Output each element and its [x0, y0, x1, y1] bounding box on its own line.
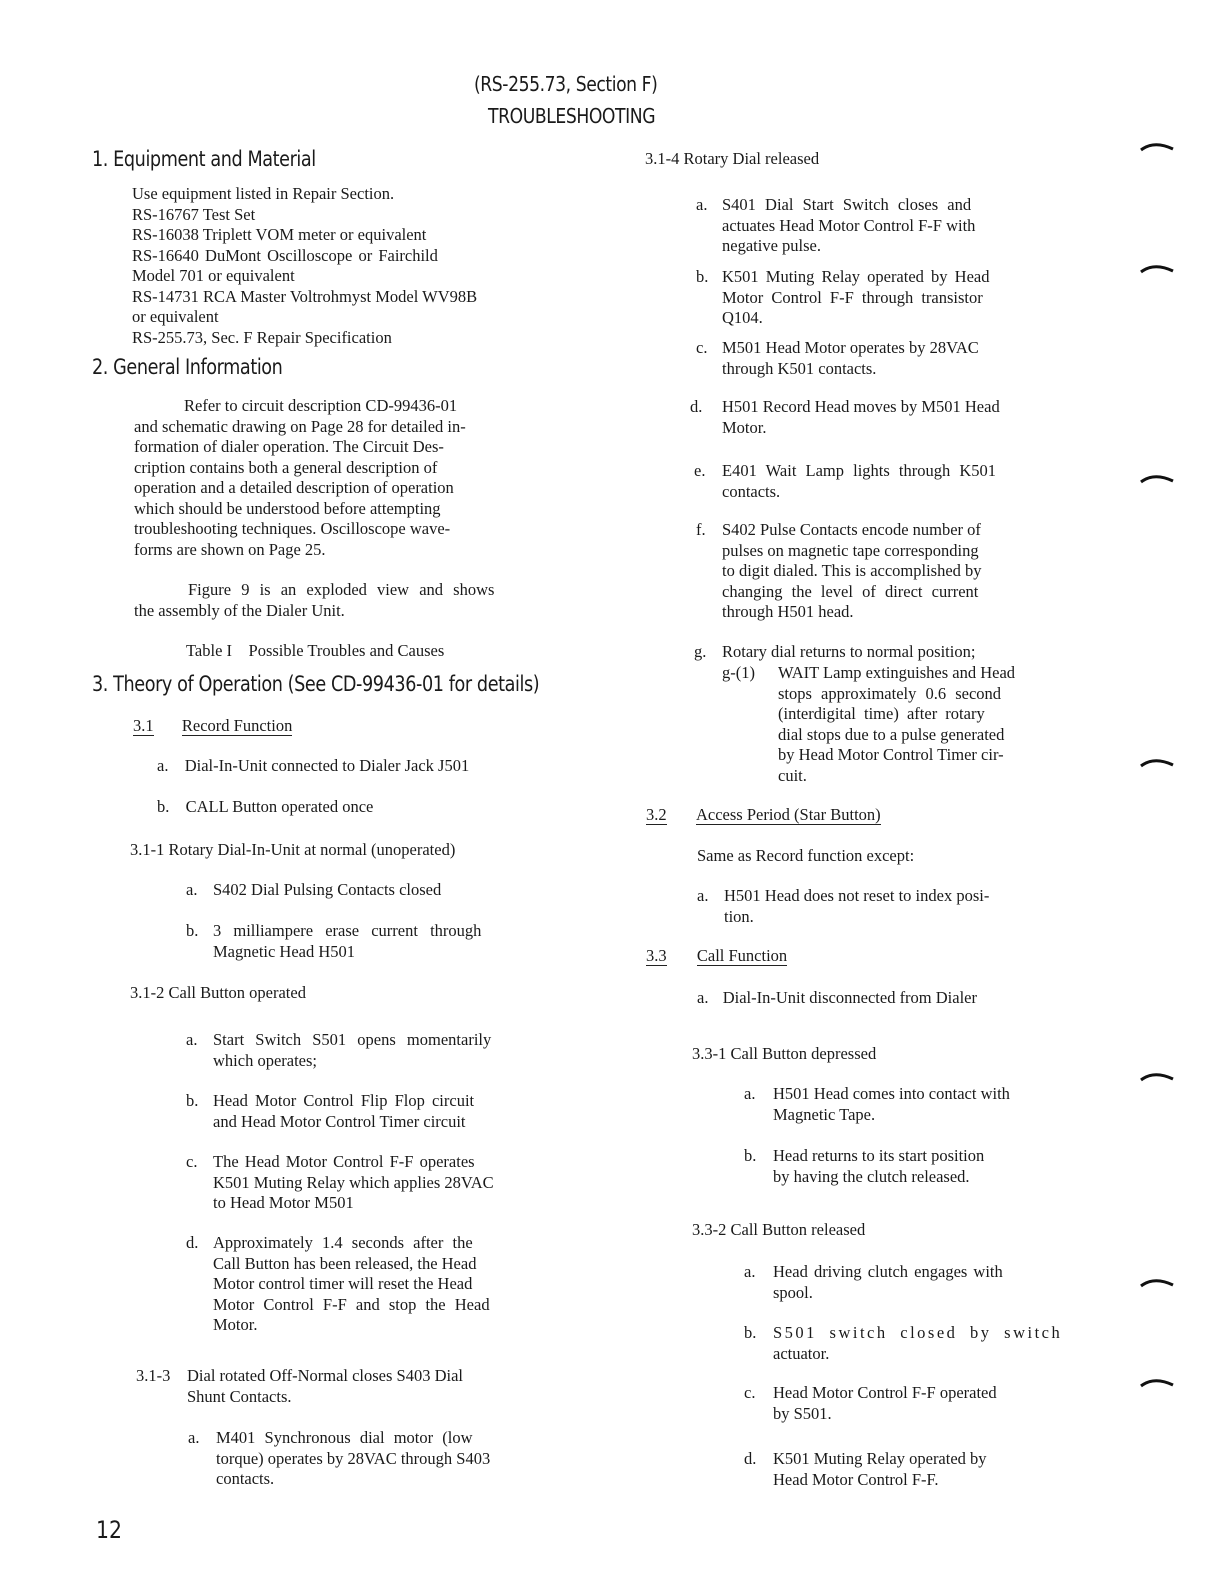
equipment-line: RS-14731 RCA Master Voltrohmyst Model WV98B	[132, 286, 478, 306]
equipment-line: Use equipment listed in Repair Section.	[132, 184, 395, 203]
subsection-3-2-heading	[646, 805, 881, 826]
item-line: through K501 contacts.	[722, 358, 877, 378]
binder-mark	[1140, 1376, 1176, 1388]
item-line: Start Switch S501 opens momentarily	[213, 1030, 492, 1049]
item-line: Approximately 1.4 seconds after the	[213, 1233, 473, 1252]
list-item	[157, 797, 373, 818]
item-line: contacts.	[722, 481, 781, 501]
item-line: torque) operates by 28VAC through S403	[216, 1448, 491, 1468]
item-text: Dial-In-Unit disconnected from Dialer	[722, 988, 977, 1007]
item-label: a.	[157, 756, 169, 775]
item-line: Magnetic Tape.	[773, 1104, 876, 1124]
item-label: c.	[696, 338, 708, 357]
item-line: K501 Muting Relay operated by Head	[722, 267, 990, 286]
item-line: contacts.	[216, 1469, 275, 1488]
item-line: Head Motor Control Flip Flop circuit	[213, 1091, 475, 1110]
item-label: a.	[697, 886, 709, 905]
item-line: through H501 head.	[722, 602, 854, 621]
paragraph-line: which should be understood before attempting	[134, 498, 441, 518]
item-line: by Head Motor Control Timer cir-	[778, 745, 1004, 764]
subsection-3-3-2: 3.3-2 Call Button released	[692, 1220, 866, 1239]
subsection-3-1-2: 3.1-2 Call Button operated	[130, 983, 306, 1002]
subsection-3-3-heading	[646, 946, 787, 967]
binder-mark	[1140, 140, 1176, 152]
item-label: d.	[186, 1233, 199, 1252]
item-line: Head driving clutch engages with	[773, 1262, 1003, 1281]
item-line: to digit dialed. This is accomplished by	[722, 561, 982, 580]
figure-reference-paragraph	[134, 580, 550, 621]
item-line: Motor Control F-F through transistor	[722, 287, 983, 307]
item-line: The Head Motor Control F-F operates	[213, 1152, 475, 1171]
item-label: a.	[696, 195, 708, 214]
item-label: a.	[186, 1030, 198, 1049]
list-item	[697, 988, 977, 1009]
binder-mark	[1140, 1070, 1176, 1082]
binder-mark	[1140, 472, 1176, 484]
item-line: Shunt Contacts.	[187, 1386, 292, 1406]
paragraph-line: cription contains both a general description of	[134, 457, 438, 477]
item-line: Rotary dial returns to normal position;	[722, 642, 976, 661]
equipment-line: RS-16767 Test Set	[132, 204, 256, 224]
item-label: a.	[744, 1084, 756, 1103]
item-line: K501 Muting Relay operated by	[773, 1449, 987, 1468]
item-line: actuator.	[773, 1343, 830, 1363]
item-line: 3 milliampere erase current through	[213, 921, 482, 940]
page-title: TROUBLESHOOTING	[488, 104, 656, 128]
item-label: b.	[186, 1091, 199, 1110]
item-label: e.	[694, 461, 706, 480]
item-line: Motor Control F-F and stop the Head	[213, 1294, 490, 1314]
item-label: a.	[186, 880, 198, 899]
item-line: which operates;	[213, 1050, 318, 1070]
item-line: by S501.	[773, 1403, 832, 1423]
paragraph-line: formation of dialer operation. The Circuit Des-	[134, 437, 444, 456]
item-line: E401 Wait Lamp lights through K501	[722, 461, 997, 480]
section-title: Access Period (Star Button)	[695, 805, 881, 824]
subsection-3-1-1: 3.1-1 Rotary Dial-In-Unit at normal (unoperated)	[130, 840, 456, 859]
item-line: Motor control timer will reset the Head	[213, 1274, 473, 1293]
heading-theory-of-operation: 3. Theory of Operation (See CD-99436-01 for details)	[92, 672, 540, 696]
item-line: S501 switch closed by switch	[773, 1323, 1063, 1342]
item-line: WAIT Lamp extinguishes and Head	[778, 663, 1016, 682]
item-line: and Head Motor Control Timer circuit	[213, 1111, 466, 1131]
item-line: pulses on magnetic tape corresponding	[722, 540, 979, 560]
equipment-line: RS-16640 DuMont Oscilloscope or Fairchild	[132, 245, 438, 265]
item-label: b.	[696, 267, 709, 286]
item-label: b.	[744, 1146, 757, 1165]
equipment-line: Model 701 or equivalent	[132, 266, 295, 285]
item-label: b.	[744, 1323, 757, 1342]
item-line: to Head Motor M501	[213, 1193, 354, 1212]
paragraph-line: Figure 9 is an exploded view and shows	[188, 580, 495, 599]
item-line: changing the level of direct current	[722, 581, 979, 601]
subsection-3-2-intro: Same as Record function except:	[697, 846, 915, 865]
item-line: Motor.	[213, 1315, 258, 1334]
item-label: d.	[690, 397, 703, 416]
item-label: a.	[188, 1428, 200, 1447]
equipment-line: or equivalent	[132, 307, 219, 326]
paragraph-line: and schematic drawing on Page 28 for detailed in-	[134, 416, 466, 436]
item-line: M401 Synchronous dial motor (low	[216, 1428, 473, 1447]
equipment-list	[132, 184, 562, 348]
item-label: a.	[697, 988, 709, 1007]
general-info-paragraph	[134, 396, 550, 560]
section-number: 3.1	[133, 716, 154, 735]
item-text: CALL Button operated once	[185, 797, 374, 816]
subsection-3-3-1: 3.3-1 Call Button depressed	[692, 1044, 877, 1063]
item-text: Dial-In-Unit connected to Dialer Jack J501	[184, 756, 470, 775]
equipment-line: RS-16038 Triplett VOM meter or equivalent	[132, 225, 427, 244]
section-number: 3.3	[646, 946, 667, 965]
item-line: Head Motor Control F-F.	[773, 1469, 939, 1489]
item-line: by having the clutch released.	[773, 1166, 970, 1186]
section-title: Call Function	[696, 946, 788, 965]
heading-equipment-material: 1. Equipment and Material	[92, 147, 316, 171]
item-label: g.	[694, 642, 707, 661]
item-line: H501 Record Head moves by M501 Head	[722, 397, 1000, 416]
section-header: (RS-255.73, Section F)	[474, 72, 658, 96]
item-line: Call Button has been released, the Head	[213, 1253, 477, 1273]
item-line: Dial rotated Off-Normal closes S403 Dial	[187, 1366, 464, 1385]
item-line: Head Motor Control F-F operated	[773, 1383, 997, 1402]
item-line: stops approximately 0.6 second	[778, 683, 1002, 703]
binder-mark	[1140, 1276, 1176, 1288]
item-line: H501 Head comes into contact with	[773, 1084, 1010, 1103]
binder-mark	[1140, 756, 1176, 768]
item-line: cuit.	[778, 765, 807, 785]
item-label: b.	[186, 921, 199, 940]
section-number: 3.2	[646, 805, 667, 824]
item-line: S401 Dial Start Switch closes and	[722, 195, 972, 214]
paragraph-line: troubleshooting techniques. Oscilloscope wave-	[134, 519, 451, 538]
item-line: M501 Head Motor operates by 28VAC	[722, 338, 979, 357]
item-line: spool.	[773, 1282, 813, 1302]
item-label: g-(1)	[722, 663, 755, 682]
item-label: a.	[744, 1262, 756, 1281]
list-item	[157, 756, 469, 777]
item-label: c.	[744, 1383, 756, 1402]
binder-mark	[1140, 262, 1176, 274]
item-line: Motor.	[722, 417, 767, 437]
item-line: negative pulse.	[722, 236, 821, 255]
item-label: b.	[157, 797, 170, 816]
paragraph-line: Refer to circuit description CD-99436-01	[184, 396, 458, 415]
item-line: S402 Dial Pulsing Contacts closed	[213, 880, 442, 899]
paragraph-line: the assembly of the Dialer Unit.	[134, 600, 345, 620]
item-label: f.	[696, 520, 706, 539]
page-number: 12	[96, 1516, 122, 1544]
section-number: 3.1-3	[136, 1366, 171, 1385]
item-line: H501 Head does not reset to index posi-	[724, 886, 990, 905]
item-line: Q104.	[722, 308, 763, 327]
item-label: d.	[744, 1449, 757, 1468]
equipment-line: RS-255.73, Sec. F Repair Specification	[132, 327, 392, 347]
item-line: K501 Muting Relay which applies 28VAC	[213, 1172, 494, 1192]
subsection-3-1-4: 3.1-4 Rotary Dial released	[645, 149, 820, 168]
heading-general-information: 2. General Information	[92, 355, 283, 379]
item-line: actuates Head Motor Control F-F with	[722, 215, 976, 235]
item-line: S402 Pulse Contacts encode number of	[722, 520, 981, 539]
item-label: c.	[186, 1152, 198, 1171]
subsection-3-1-heading	[133, 716, 292, 737]
item-line: Head returns to its start position	[773, 1146, 985, 1165]
item-line: (interdigital time) after rotary	[778, 704, 985, 723]
item-line: dial stops due to a pulse generated	[778, 724, 1005, 744]
item-line: Magnetic Head H501	[213, 941, 356, 961]
paragraph-line: forms are shown on Page 25.	[134, 539, 326, 559]
section-title: Record Function	[181, 716, 293, 735]
paragraph-line: operation and a detailed description of operation	[134, 478, 454, 497]
item-line: tion.	[724, 906, 754, 926]
table-reference: Table I Possible Troubles and Causes	[186, 641, 445, 660]
